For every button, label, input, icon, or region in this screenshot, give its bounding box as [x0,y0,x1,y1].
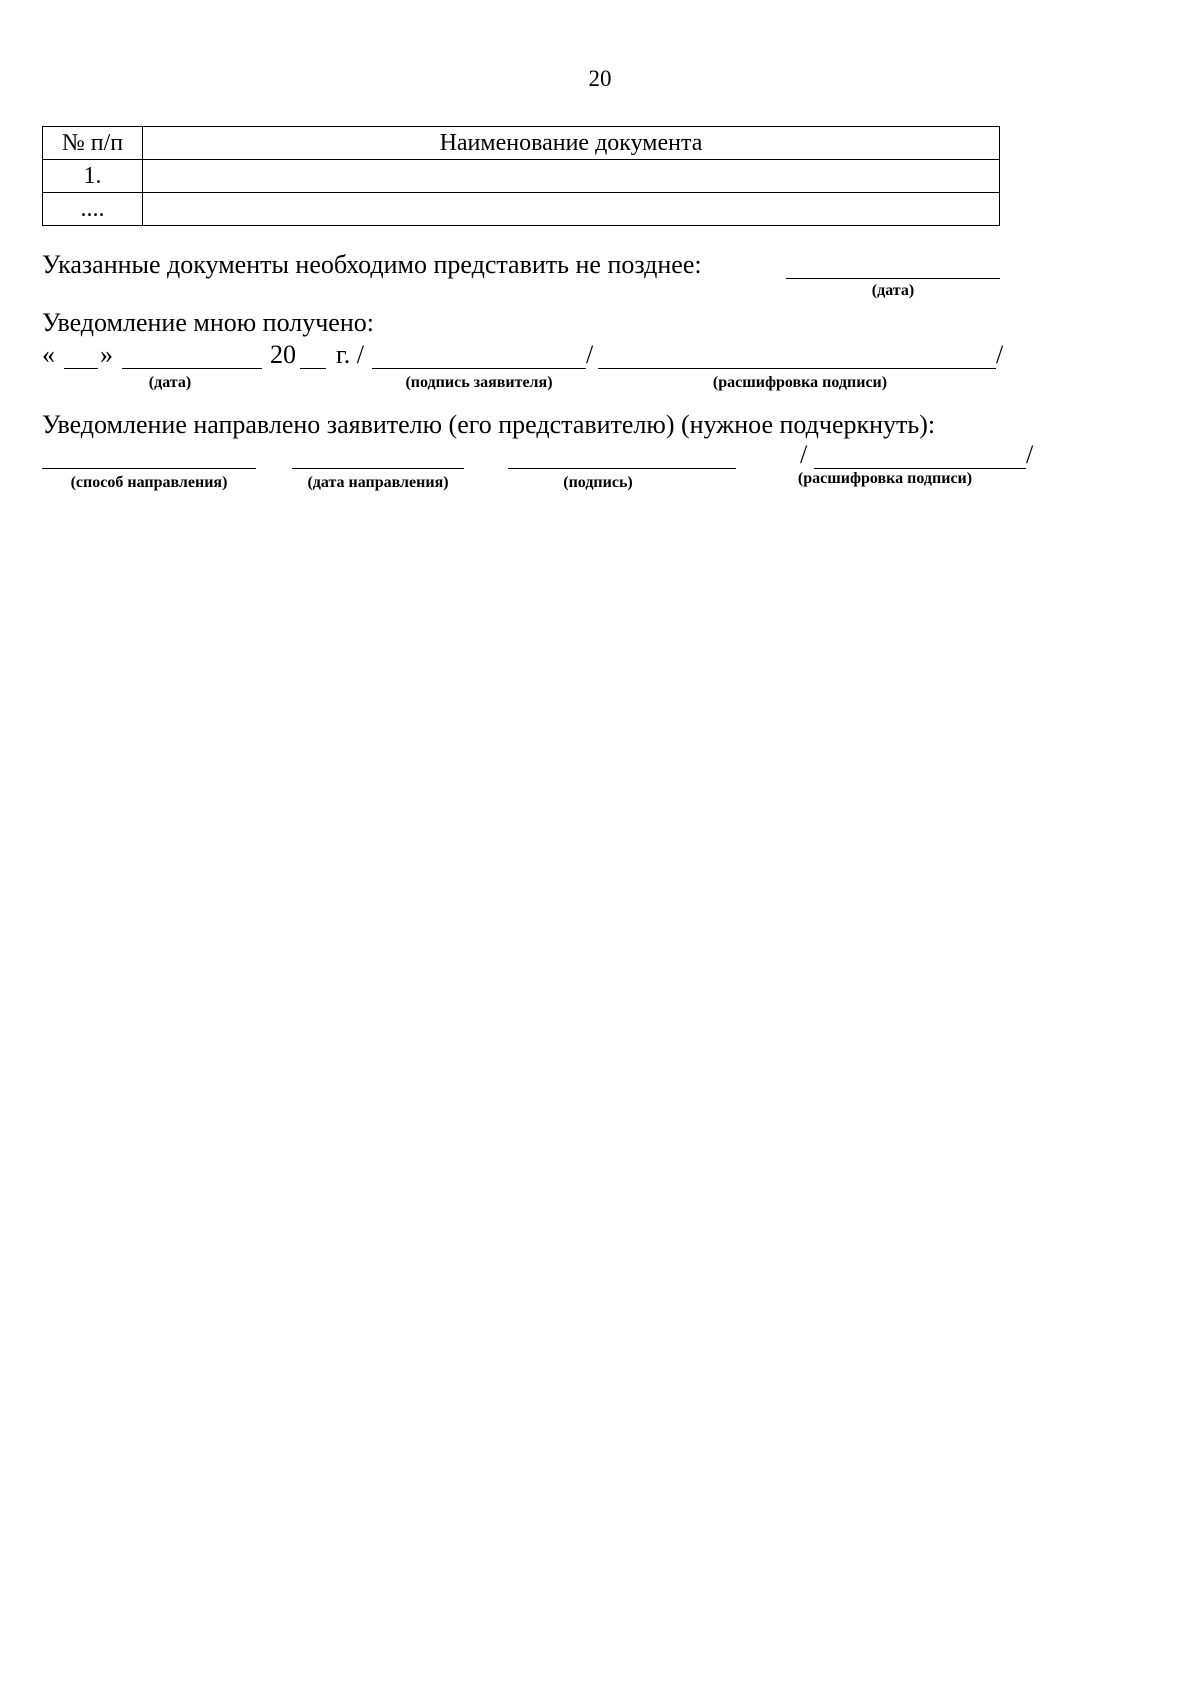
table-cell-document-name [143,160,1000,193]
sent-signature-field [508,468,736,469]
received-quote-open: « [42,340,55,369]
received-month-field [122,368,262,369]
received-decoding-caption: (расшифровка подписи) [712,374,888,391]
table-cell-number: 1. [43,160,143,193]
table-cell-document-name [143,193,1000,226]
received-year-prefix: 20 [270,340,296,369]
received-signature-field [372,368,586,369]
sent-method-caption: (способ направления) [70,474,228,491]
sent-decoding-caption: (расшифровка подписи) [797,470,973,487]
table-row [43,193,1000,226]
received-quote-close: » [100,340,113,369]
received-year-field [300,368,326,369]
column-header-number: № п/п [43,127,143,160]
column-header-document-name: Наименование документа [143,127,1000,160]
received-year-suffix: г. / [336,340,364,369]
received-date-caption: (дата) [148,374,192,391]
documents-table [42,126,1000,226]
sent-slash-end: / [1026,440,1034,469]
table-header-row [43,127,1000,160]
sent-method-field [42,468,256,469]
sent-heading: Уведомление направлено заявителю (его представителю) (нужное подчеркнуть): [42,410,936,439]
deadline-text: Указанные документы необходимо представить не позднее: [42,250,702,279]
page-number: 20 [588,66,612,91]
sent-slash: / [800,440,808,469]
received-day-field [64,368,98,369]
received-signature-caption: (подпись заявителя) [405,374,553,391]
table-row [43,160,1000,193]
deadline-date-field [786,278,1000,279]
received-heading: Уведомление мною получено: [42,308,374,337]
sent-date-caption: (дата направления) [307,474,449,491]
sent-decoding-field [814,468,1026,469]
sent-signature-caption: (подпись) [563,474,633,491]
table-cell-number: .... [43,193,143,226]
received-slash: / [586,340,594,369]
deadline-date-caption: (дата) [871,282,915,299]
received-slash-end: / [996,340,1004,369]
sent-date-field [292,468,464,469]
received-decoding-field [598,368,996,369]
